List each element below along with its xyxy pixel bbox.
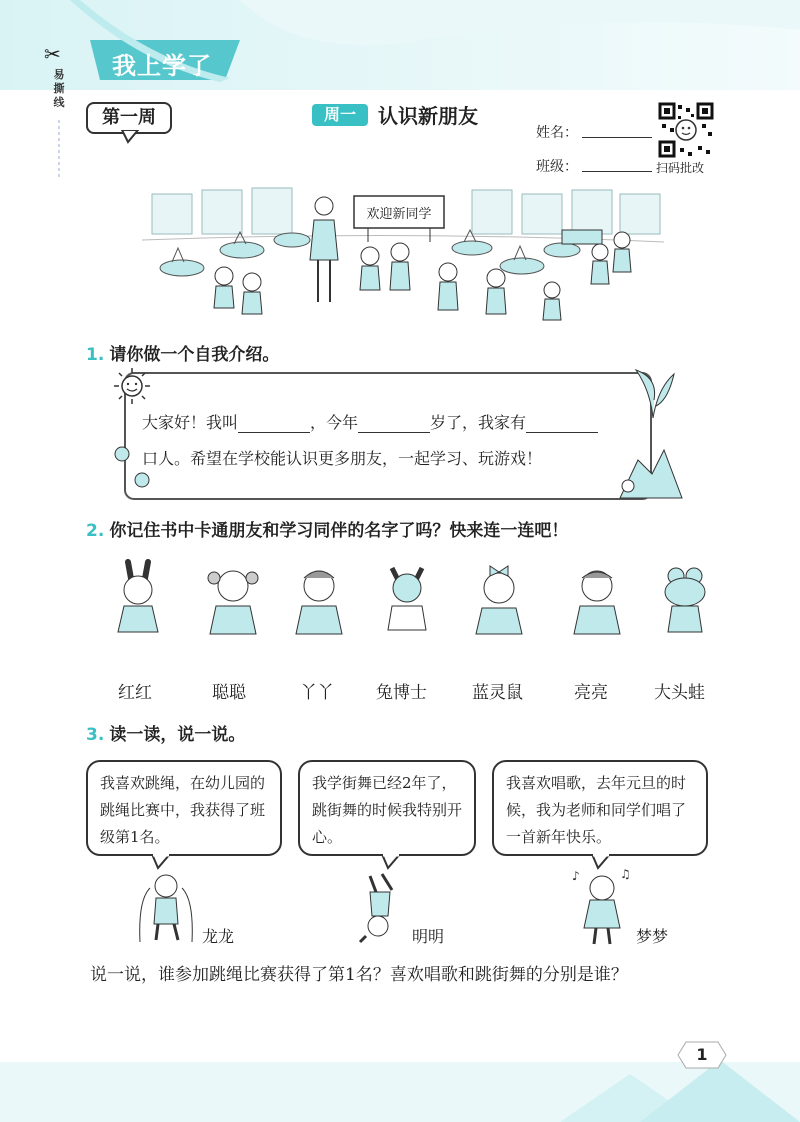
q3-prompt: 读一读，说一说。: [109, 725, 246, 745]
qr-code-icon[interactable]: [658, 102, 714, 158]
intro-text-b: ，今年: [310, 413, 359, 432]
name-tu-boshi[interactable]: 兔博士: [376, 683, 427, 703]
big-head-frog-character[interactable]: [650, 558, 720, 636]
name-honghong[interactable]: 红红: [118, 683, 152, 703]
blue-mouse-character[interactable]: [372, 558, 442, 636]
lesson-title: 认识新朋友: [378, 104, 478, 128]
speech-bubble-mingming: 我学街舞已经2年了，跳街舞的时候我特别开心。: [298, 760, 476, 856]
q3-number: 3.: [86, 725, 105, 745]
jump-rope-boy-figure: [134, 870, 198, 944]
class-field[interactable]: [582, 171, 652, 172]
girl-bow-character[interactable]: [464, 558, 534, 636]
intro-text-a: 大家好！我叫: [142, 413, 239, 432]
scene-sign-text: 欢迎新同学: [366, 207, 432, 222]
q2-number: 2.: [86, 521, 105, 541]
family-blank[interactable]: [526, 413, 598, 433]
svg-text:♫: ♫: [620, 867, 631, 881]
q2-heading: [86, 516, 568, 541]
kid-name-longlong: 龙龙: [202, 927, 235, 946]
speech-bubble-longlong: 我喜欢跳绳，在幼儿园的跳绳比赛中，我获得了班级第1名。: [86, 760, 282, 856]
age-blank[interactable]: [358, 413, 430, 433]
singing-girl-figure: [570, 866, 636, 946]
self-intro-box: [124, 372, 652, 500]
qr-label: 扫码批改: [656, 161, 705, 175]
speech-bubble-mengmeng: 我喜欢唱歌，去年元旦的时候，我为老师和同学们唱了一首新年快乐。: [492, 760, 708, 856]
name-field[interactable]: [582, 137, 652, 138]
q2-prompt: 你记住书中卡通朋友和学习同伴的名字了吗？快来连一连吧！: [109, 521, 569, 541]
cut-line-label: 易撕线: [53, 68, 65, 109]
page-number: 1: [696, 1045, 708, 1064]
name-congcong[interactable]: 聪聪: [212, 683, 246, 703]
cut-line: [58, 120, 60, 180]
q1-prompt: 请你做一个自我介绍。: [109, 345, 280, 365]
class-label: 班级：: [536, 159, 578, 175]
rock-flower-icon: [616, 440, 686, 500]
intro-line-2: 口人。希望在学校能认识更多朋友，一起学习、玩游戏！: [142, 449, 543, 468]
name-blank[interactable]: [238, 413, 310, 433]
intro-line-1: [142, 410, 598, 433]
q1-number: 1.: [86, 345, 105, 365]
bubble-tail-1: [150, 854, 172, 870]
unit-title: 我上学了: [112, 52, 212, 80]
street-dance-boy-figure: [352, 870, 406, 944]
name-label: 姓名：: [536, 125, 578, 141]
rabbit-doctor-character[interactable]: [104, 558, 174, 636]
welcome-scene-illustration: [142, 180, 664, 330]
q1-heading: [86, 340, 279, 365]
scissors-icon: ✂: [44, 42, 61, 66]
svg-text:♪: ♪: [572, 869, 580, 883]
bubble-tail-2: [380, 854, 402, 870]
sun-icon: [112, 366, 152, 406]
name-datouwa[interactable]: 大头蛙: [654, 683, 705, 703]
girl-pigtails-character[interactable]: [198, 558, 268, 636]
name-lanlingshu[interactable]: 蓝灵鼠: [472, 683, 523, 703]
week-tag: 第一周: [86, 102, 172, 134]
kid-name-mingming: 明明: [412, 927, 445, 946]
boy-thinking-character[interactable]: [284, 558, 354, 636]
week-tag-tail: [120, 130, 140, 144]
name-yaya[interactable]: 丫丫: [300, 683, 334, 703]
boy-waving-character[interactable]: [562, 558, 632, 636]
kid-name-mengmeng: 梦梦: [636, 927, 669, 946]
q3-heading: [86, 720, 245, 745]
day-tag: 周一: [312, 104, 368, 126]
intro-text-c: 岁了，我家有: [430, 413, 527, 432]
name-liangliang[interactable]: 亮亮: [574, 683, 608, 703]
leaf-plant-icon: [628, 360, 678, 420]
discussion-question: 说一说，谁参加跳绳比赛获得了第1名？喜欢唱歌和跳街舞的分别是谁？: [90, 965, 628, 985]
